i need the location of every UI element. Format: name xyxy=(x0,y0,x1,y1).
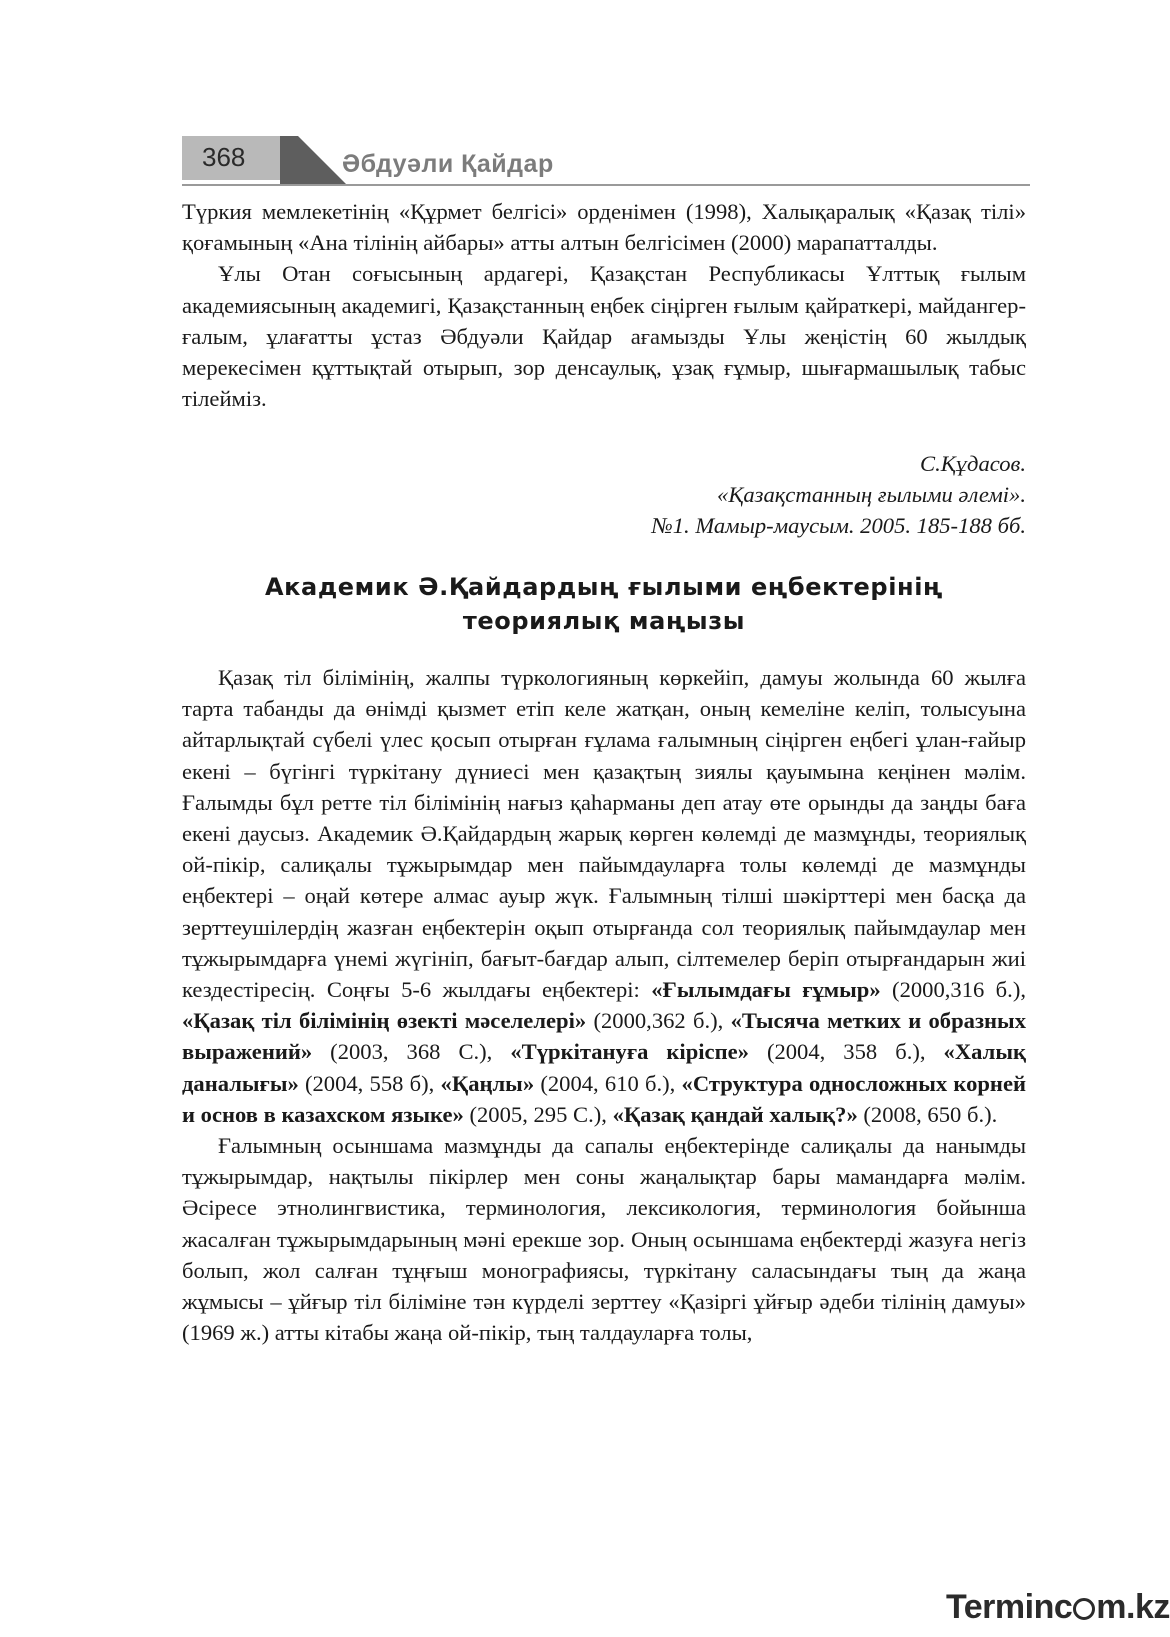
watermark-o-icon xyxy=(1073,1598,1095,1620)
article-paragraph-2: Ғалымның осыншама мазмұнды да сапалы еңбектерінде салиқалы да нанымды тұжырымдар, нақтылы пікірлер мен соны жаңалықтар бары мамандарға мәлім. Әсіресе этнолингвистика, терминология, лексикология, терминология бойынша жасалған тұжырымдарының мәні ерекше зор. Оның осыншама еңбектерді жазуға негіз болып, жол салған тұңғыш монографиясы, түркітану саласындағы тың да жаңа жұмысы – ұйғыр тіл біліміне тән күрделі зерттеу «Қазіргі ұйғыр әдеби тілінің дамуы» (1969 ж.) атты кітабы жаңа ой-пікір, тың талдауларға толы, xyxy=(182,1133,1026,1346)
citation xyxy=(651,448,1026,542)
citation-issue: №1. Мамыр-маусым. 2005. 185-188 бб. xyxy=(651,513,1026,539)
intro-paragraph-1: Түркия мемлекетінің «Құрмет белгісі» орденімен (1998), Халықаралық «Қазақ тілі» қоғамының «Ана тілінің айбары» атты алтын белгісімен (2000) марапатталды. xyxy=(182,199,1026,256)
work-title: «Тысяча метких и образных выражений» xyxy=(182,1008,1026,1065)
article-paragraph-1 xyxy=(182,662,1026,1130)
section-title-line-2: теориялық маңызы xyxy=(462,607,746,635)
work-info: (2004, 610 б.), xyxy=(534,1070,682,1096)
page-number: 368 xyxy=(202,142,246,172)
work-title: «Қазақ тіл білімінің өзекті мәселелері» xyxy=(182,1008,587,1034)
citation-author: С.Құдасов. xyxy=(920,451,1026,476)
intro-paragraph-2: Ұлы Отан соғысының ардагері, Қазақстан Республикасы Ұлттық ғылым академиясының академигі, Қазақстанның еңбек сіңірген ғылым қайраткері, майдангер-ғалым, ұлағатты ұстаз Әбдуәли Қайдар ағамызды Ұлы жеңістің 60 жылдық мерекесімен құттықтай отырып, зор денсаулық, ұзақ ғұмыр, шығармашылық табыс тілейміз. xyxy=(182,261,1026,412)
article-text xyxy=(182,662,1026,1348)
intro-text xyxy=(182,196,1026,414)
running-head: Әбдуәли Қайдар xyxy=(342,150,554,178)
watermark-text-2: c xyxy=(1053,1588,1073,1626)
work-info: (2000,362 б.), xyxy=(586,1008,731,1034)
section-title xyxy=(182,570,1026,638)
work-title: «Ғылымдағы ғұмыр» xyxy=(651,977,881,1003)
watermark-text-3: m.kz xyxy=(1096,1588,1170,1626)
work-info: (2004, 558 б), xyxy=(298,1070,441,1096)
work-info: (2004, 358 б.), xyxy=(748,1039,944,1065)
work-title: «Халық даналығы» xyxy=(182,1039,1026,1096)
work-title: «Қаңлы» xyxy=(440,1070,535,1096)
work-info: (2000,316 б.), xyxy=(880,977,1027,1003)
header-rule xyxy=(182,184,1030,186)
section-title-line-1: Академик Ә.Қайдардың ғылыми еңбектерінің xyxy=(264,573,944,601)
citation-journal: «Қазақстанның ғылыми әлемі». xyxy=(717,482,1026,508)
page-header xyxy=(182,136,1030,188)
watermark-logo xyxy=(946,1588,1170,1627)
watermark-text-1: Termin xyxy=(946,1588,1054,1626)
work-info: (2003, 368 С.), xyxy=(312,1039,511,1065)
work-info: (2005, 295 С.), xyxy=(463,1101,613,1127)
work-title: «Қазақ қандай халық?» xyxy=(612,1101,858,1127)
page-number-tab xyxy=(182,136,280,180)
work-info: (2008, 650 б.). xyxy=(857,1101,998,1127)
work-title: «Түркітануға кіріспе» xyxy=(510,1039,749,1065)
paragraph-text: Қазақ тіл білімінің, жалпы түркологияның көркейіп, дамуы жолында 60 жылға тарта табанды да өнімді қызмет етіп келе жатқан, оның кемеліне келіп, толысуына айтарлықтай сүбелі үлес қосып отырған ғұлама ғалымның сіңірген еңбегі ұлан-ғайыр екені – бүгінгі түркітану дүниесі мен қазақтың зиялы қауымына кеңінен мәлім. Ғалымды бұл ретте тіл білімінің нағыз қаһарманы деп атау өте орынды да заңды баға екені даусыз. Академик Ә.Қайдардың жарық көрген көлемді де мазмұнды, теориялық ой-пікір, салиқалы тұжырымдар мен пайымдауларға толы көлемді де мазмұнды еңбектері – оңай көтере алмас ауыр жүк. Ғалымның тілші шәкірттері мен басқа да зерттеушілердің жазған еңбектерін оқып отырғанда сол теориялық пайымдаулар мен тұжырымдарға үнемі жүгініп, бағыт-бағдар алып, сілтемелер беріп отырғандарын жиі кездестіресің. Соңғы 5-6 жылдағы еңбектері: xyxy=(182,665,1026,1003)
header-tab-wedge xyxy=(280,136,350,184)
work-title: «Структура односложных корней и основ в казахском языке» xyxy=(182,1070,1026,1127)
